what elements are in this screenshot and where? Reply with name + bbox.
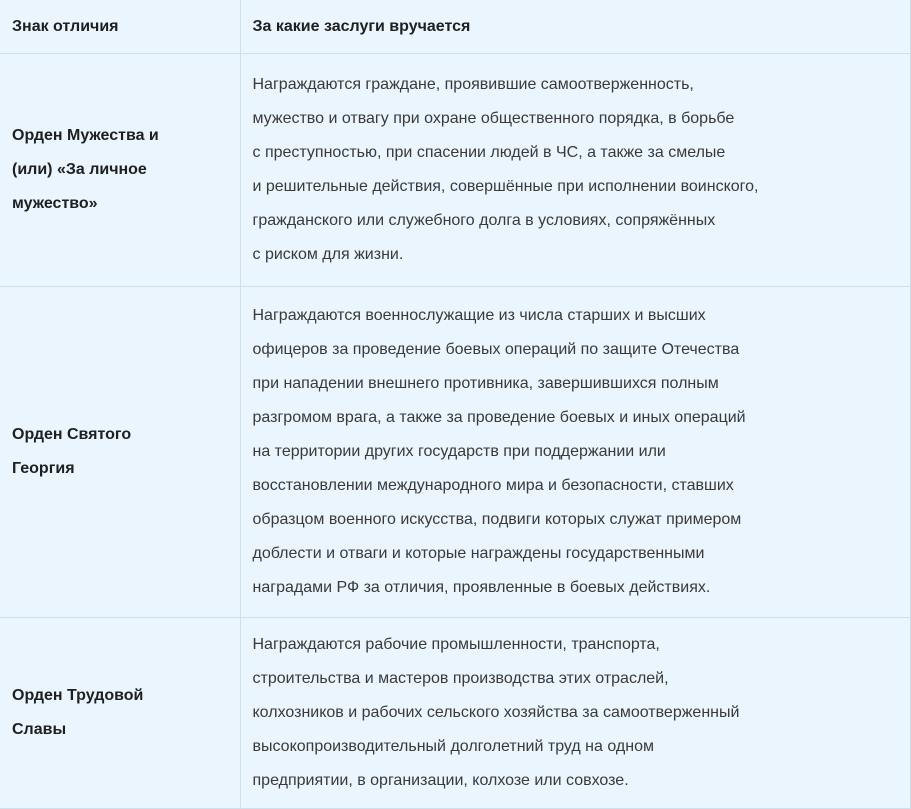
table-header-row bbox=[0, 0, 910, 54]
award-name-cell bbox=[0, 54, 240, 287]
award-description-line: и решительные действия, совершённые при исполнении воинского, bbox=[252, 178, 759, 195]
award-name-line: Славы bbox=[12, 721, 67, 738]
award-description-line: Награждаются граждане, проявившие самоотверженность, bbox=[252, 76, 694, 93]
award-name-cell bbox=[0, 287, 240, 618]
award-name-line: Георгия bbox=[12, 460, 75, 477]
award-description-line: предприятии, в организации, колхозе или совхозе. bbox=[252, 772, 629, 789]
header-label-award: Знак отличия bbox=[12, 17, 119, 35]
award-description-cell bbox=[240, 54, 910, 287]
award-description-line: строительства и мастеров производства этих отраслей, bbox=[252, 670, 669, 687]
award-description-line: Награждаются военнослужащие из числа старших и высших bbox=[252, 307, 706, 324]
award-description-line: с преступностью, при спасении людей в ЧС, а также за смелые bbox=[252, 144, 726, 161]
table-row bbox=[0, 618, 910, 809]
award-description-line: Награждаются рабочие промышленности, транспорта, bbox=[252, 636, 660, 653]
header-cell-merit bbox=[240, 0, 910, 54]
table-row bbox=[0, 287, 910, 618]
award-name-line: Орден Святого bbox=[12, 426, 132, 443]
award-description-line: колхозников и рабочих сельского хозяйства за самоотверженный bbox=[252, 704, 740, 721]
award-description-line: гражданского или служебного долга в условиях, сопряжённых bbox=[252, 212, 716, 229]
award-description-line: на территории других государств при поддержании или bbox=[252, 443, 666, 460]
award-description-line: доблести и отваги и которые награждены государственными bbox=[252, 545, 705, 562]
award-description-line: образцом военного искусства, подвиги которых служат примером bbox=[252, 511, 742, 528]
award-name-line: Орден Трудовой bbox=[12, 687, 144, 704]
award-description-line: восстановлении международного мира и безопасности, ставших bbox=[252, 477, 734, 494]
award-name-cell bbox=[0, 618, 240, 809]
table-row bbox=[0, 54, 910, 287]
award-description-line: наградами РФ за отличия, проявленные в боевых действиях. bbox=[252, 579, 711, 596]
award-description-line: высокопроизводительный долголетний труд на одном bbox=[252, 738, 654, 755]
award-description-cell bbox=[240, 287, 910, 618]
award-description-line: при нападении внешнего противника, завершившихся полным bbox=[252, 375, 719, 392]
header-cell-award bbox=[0, 0, 240, 54]
award-name-line: Орден Мужества и bbox=[12, 127, 159, 144]
award-description-line: разгромом врага, а также за проведение боевых и иных операций bbox=[252, 409, 746, 426]
award-name-line: (или) «За личное bbox=[12, 161, 147, 178]
award-name-line: мужество» bbox=[12, 195, 98, 212]
award-description-line: офицеров за проведение боевых операций по защите Отечества bbox=[252, 341, 740, 358]
award-description-cell bbox=[240, 618, 910, 809]
header-label-merit: За какие заслуги вручается bbox=[252, 17, 471, 35]
award-description-line: мужество и отвагу при охране общественного порядка, в борьбе bbox=[252, 110, 735, 127]
award-description-line: с риском для жизни. bbox=[252, 246, 404, 263]
